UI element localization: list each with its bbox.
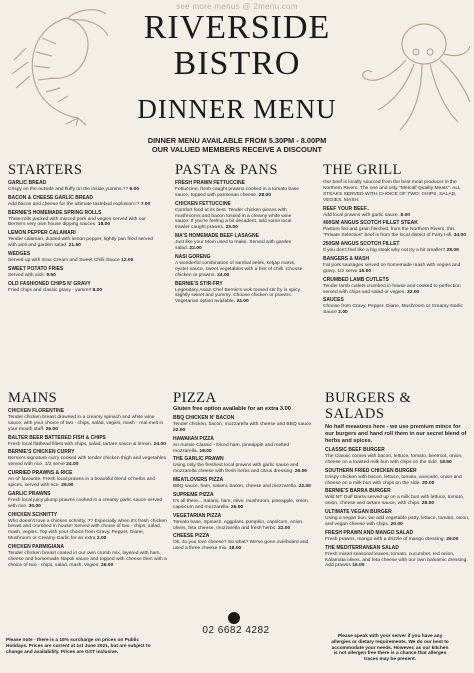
item-description: Crispy chicken with bacon, lettuce, tomato, avocado, onion and cheese on a milk bun with chips on the side.: [325, 474, 462, 486]
item-name: WEDGES: [8, 251, 31, 258]
menu-item: [173, 493, 313, 511]
item-price: 26.00: [294, 469, 308, 475]
item-description: Using only the freshest local prawns with garlic sauce and mozzarella cheese with fresh herbs and citrus dressing.: [173, 463, 299, 475]
menu-item: [173, 478, 313, 490]
item-description: Tender chicken breast drowned in a creamy spinach and white wine sauce, with your choice of two - chips, salad, vegies, mash - real melt in your mouth stuff.: [8, 414, 164, 432]
item-description: Tender calamari, dusted with lemon pepper, lightly pan fried served with aioli and garden salad.: [8, 237, 153, 249]
item-name: BERNIE'S STIR-FRY: [175, 280, 223, 287]
burgers-list: [325, 448, 470, 569]
menu-item: [8, 196, 153, 208]
menu-item: [325, 546, 470, 570]
menu-item: [325, 510, 470, 528]
item-description: Add bacon and cheese for the ultimate tastebud explosion.!?: [8, 201, 140, 207]
item-description: Served with aioli.: [8, 272, 45, 278]
item-description: Crispy on the outside and fluffy on the inside,yumms.??: [8, 186, 129, 192]
item-price: 23.00: [225, 225, 238, 231]
menu-item: [8, 231, 153, 249]
item-description: Fresh mixed seasonal leaves, tomato, cucumber, red onion, Kalamata olives, and feta cheese with our own balsamic dressing. Add prawns: [325, 551, 468, 569]
item-name: CURRIED PRAWNS & RICE: [8, 470, 73, 477]
menu-item: [8, 252, 153, 264]
item-name: CHICKEN FETTUCCINE: [175, 200, 231, 207]
menu-item: [8, 181, 153, 193]
menu-item: [173, 534, 313, 552]
item-price: 26.00: [45, 426, 58, 432]
item-name: CHEESE PIZZA: [173, 533, 210, 540]
item-description: Bernie's signature curry cooked with tender chicken thigh and vegetables served with rice. 1/2 serve: [8, 456, 167, 468]
item-description: Just like your Mom used to make. Served with garden salad.: [175, 240, 292, 252]
menu-item: [173, 514, 313, 532]
item-price: 26.00: [100, 562, 114, 568]
item-name: CHICKEN PARMIGIANA: [8, 544, 65, 551]
item-description: Fresh local juicy plump prawns cooked in a creamy garlic sauce served with rice.: [8, 497, 163, 509]
menu-item: [173, 457, 313, 475]
availability-line2: OUR VALUED MEMBERS RECEIVE A DISCOUNT: [151, 145, 323, 154]
item-price: 22.00: [173, 427, 186, 433]
item-description: Fresh prawns, mango with a drizzle of mango dressing.: [325, 536, 445, 542]
item-name: CHICKEN FLORENTINE: [8, 408, 65, 414]
item-price: 26.00: [446, 536, 459, 542]
menu-item: [173, 437, 313, 455]
menu-item: [8, 471, 168, 489]
item-name: FRESH PRAWN AND MANGO SALAD: [325, 529, 414, 536]
mains-title: MAINS: [8, 390, 58, 406]
item-name: FRESH PRAWN FETTUCCINE: [175, 180, 245, 186]
mains-section: [8, 390, 168, 569]
menu-item: [173, 416, 313, 434]
menu-item: [175, 202, 305, 232]
item-price: 7.00: [140, 201, 151, 207]
menu-item: [175, 282, 305, 306]
item-description: Who doesn't love a chicken schnitty..?? Especially when it's fresh chicken breast and crumbed in house! Served with choice of two - chips, salad, mash, vegies. Top with your choice from Gravy, Pepper, Diane, Mushroom or Creamy Garlic for an extra: [8, 518, 167, 542]
item-price: 24.00: [153, 441, 166, 447]
phone-number: 02 6682 4282: [202, 625, 270, 636]
item-price: 28.00: [421, 501, 435, 507]
item-description: Comfort food at its best. Tender chicken pieces with mushrooms and bacon tossed in a creamy white wine sauce. If you're feeling a bit decadent, add some local trawler caught prawns.: [175, 207, 292, 231]
item-description: Fettuccine, fresh caught prawns cooked in a tomato base sauce, topped with parmesan cheese.: [175, 186, 299, 198]
allergy-note: Please speak with your server if you have any allergies or dietary requirements. We do our best to accommodate your needs. However, as our kitchen is not allergen free there is a chance that allergen traces may be present.: [331, 634, 449, 663]
item-description: Fresh local flathead fillets with chips, salad, tartare sauce & lemon.: [8, 441, 153, 447]
pizza-list: [173, 416, 313, 552]
menu-item: [325, 469, 470, 487]
item-description: BBQ sauce, ham, salami, bacon, cheese and mozzarella.: [173, 484, 298, 490]
menu-item: [8, 545, 168, 569]
menu-item: [323, 242, 468, 254]
item-price: 28.00: [446, 248, 459, 254]
menu-item: [8, 267, 153, 279]
grill-list: [323, 207, 468, 317]
menu-title: DINNER MENU: [137, 94, 337, 124]
restaurant-name-line2: BISTRO: [173, 45, 301, 82]
item-name: CRUMBED LAMB CUTLETS: [323, 276, 389, 283]
restaurant-name-line1: RIVERSIDE: [143, 9, 331, 46]
item-name: NASI GORENG: [175, 253, 211, 260]
burgers-intro: No half measures here - we use premium mince for our burgers and hand roll them in our secret blend of herbs and spices.: [325, 424, 467, 444]
pasta-section: [175, 162, 305, 305]
item-name: VEGETARIAN PIZZA: [173, 512, 222, 519]
menu-item: [323, 221, 468, 239]
item-price: 30.00: [28, 503, 41, 509]
item-description: Tomato base, Spinach, eggplant, pumpkin, capsicum, onion, olives, feta cheese, mozzarella and fresh herbs.: [173, 519, 304, 531]
item-price: 8.00: [92, 287, 103, 293]
item-price: 6.00: [129, 186, 139, 192]
item-price: 15.00: [358, 268, 372, 274]
item-description: If you don't feel like a big steak why not try a bit smaller?: [323, 248, 446, 254]
item-price: 9.50: [46, 272, 56, 278]
pizza-subtitle: Gluten free option available for an extra 3.00: [173, 406, 291, 412]
item-name: 250GM ANGUS SCOTCH FILLET: [323, 241, 400, 248]
item-price: 24.00: [236, 299, 249, 305]
burgers-title: BURGERS & SALADS: [325, 390, 412, 422]
menu-item: [8, 409, 168, 433]
item-price: 21.50: [68, 243, 81, 249]
item-price: 12.00: [121, 257, 134, 263]
item-price: 29.00: [61, 482, 74, 488]
item-price: 24.00: [217, 272, 230, 278]
item-name: MEATLOVERS PIZZA: [173, 477, 224, 484]
item-name: MA'S HOMEMADE BEEF LASAGNE: [175, 233, 259, 240]
item-name: 400GM ANGUS SCOTCH FILLET STEAK: [323, 220, 418, 227]
item-price: 24.00: [66, 462, 79, 468]
menu-item: [325, 531, 470, 543]
watermark: see more menus @ 2menu.com: [176, 2, 298, 11]
item-description: An Aussie Classic - Diced ham, pineapple and melted mozzarella.: [173, 442, 290, 454]
item-description: A wonderful combination of sambal oelek, ketjap manis, oyster sauce, sweet vegetables with a hint of chilli. Choose chicken or prawns.: [175, 260, 303, 278]
item-name: THE MEDITERRANEAN SALAD: [325, 544, 399, 551]
item-name: BANGERS & MASH: [323, 255, 370, 262]
item-price: 2.00: [96, 536, 107, 542]
item-name: GARLIC PRAWNS: [8, 490, 51, 497]
item-name: OLD FASHIONED CHIPS N' GRAVY: [8, 280, 91, 287]
burgers-section: [325, 390, 470, 569]
item-description: Legendary Asian Chef Bernie's wok tossed stir fry is spicy, slightly sweet and yummy. Choose chicken or prawns. Vegetarian option available.: [175, 287, 301, 305]
item-description: Served up with Sour Cream and Sweet Chilli Sauce: [8, 257, 120, 263]
menu-item: [8, 282, 153, 294]
item-name: SWEET POTATO FRIES: [8, 265, 64, 272]
item-description: Fat pork sausages served on homemade mash with vegies and gravy. 1/2 serve: [323, 262, 461, 274]
item-name: BACON & CHEESE GARLIC BREAD: [8, 194, 94, 201]
menu-item: [8, 492, 168, 510]
item-price: 18.50: [439, 459, 452, 465]
menu-item: [8, 211, 153, 229]
menu-item: [175, 255, 305, 279]
item-description: Tender chicken, bacon, mozzarella with cheese and BBQ sauce.: [173, 421, 313, 427]
availability-line1: DINNER MENU AVAILABLE FROM 5.30PM - 8.00PM: [147, 136, 327, 145]
menu-item: [175, 181, 305, 199]
item-name: BALTER BEER BATTERED FISH & CHIPS: [8, 434, 106, 441]
grill-intro: Our beef is locally sourced from the best meat producer in the Northern Rivers..The one and only "Metcalf Quality Meats". ALL STEAKS SERVED WITH CHOICE OF TWO: CHIPS, SALAD, VEGIES, MASH.: [323, 180, 461, 203]
item-price: 18.00: [229, 546, 242, 552]
item-price: 22.00: [277, 525, 291, 531]
item-description: Using a vegan bun, we add vegetable patty, lettuce, tomato, onion, and vegan cheese with chips.: [325, 516, 470, 527]
item-description: Three rolls packed with minced pork and vegies served with our Bernie's very own house dipping sauces.: [8, 216, 146, 228]
item-price: 18.00: [199, 448, 212, 454]
item-price: 2.00: [338, 310, 348, 316]
menu-item: [325, 489, 470, 507]
pasta-title: PASTA & PANS: [175, 162, 278, 178]
phone-icon: [228, 612, 240, 624]
item-name: BBQ CHICKEN N' BACON: [173, 415, 235, 421]
pizza-section: [173, 390, 313, 552]
menu-item: [323, 278, 468, 296]
item-description: Pasture fed and grain finished, from the Northern Rivers, this "Private Selection" beef is from the local district of Fairy Hill.: [323, 227, 455, 239]
item-name: LEMON PEPPER CALAMARI: [8, 230, 76, 237]
availability-info: [0, 136, 474, 154]
item-price: 16.00: [352, 563, 365, 569]
item-price: 26.00: [230, 504, 244, 510]
item-description: Fried chips and classic gravy - yumm!!: [8, 287, 92, 293]
item-description: It's all there... Salami, ham, olive, mushroom, pineapple, onion, capsicum and mozzarella.: [173, 498, 310, 510]
item-description: The Classic comes with bacon, lettuce, tomato, beetroot, onion, cheese on a toasted milk bun with chips on the side.: [325, 453, 463, 465]
mains-list: [8, 409, 168, 569]
item-description: Tender lamb cutlets crumbed in house and cooked to perfection served with chips and salad or vegies.: [323, 283, 461, 295]
menu-item: [323, 298, 468, 316]
item-name: ULTIMATE VEGAN BURGER: [325, 509, 392, 516]
item-name: HAWAIIAN PIZZA: [173, 435, 214, 442]
item-name: SUPREME PIZZA: [173, 491, 214, 498]
item-name: CHICKEN SCHNITTY: [8, 511, 58, 518]
menu-item: [323, 257, 468, 275]
item-price: 28.00: [258, 192, 271, 198]
grill-section: [323, 162, 468, 316]
item-name: REEF YOUR BEEF..: [323, 205, 370, 212]
menu-item: [325, 448, 470, 466]
starters-title: STARTERS: [8, 162, 83, 178]
item-price: 20.00: [422, 480, 435, 486]
item-price: 18.00: [97, 222, 111, 228]
starters-section: [8, 162, 153, 294]
menu-item: [8, 436, 168, 448]
item-name: SAUCES: [323, 297, 344, 304]
item-name: BERNIE'S CHICKEN CURRY: [8, 449, 75, 456]
menu-item: [8, 450, 168, 468]
item-description: Tender chicken breast coated in our own crumb mix, layered with ham, cheese and homemade Napoli sauce and topped with cheese then with a choice of two - chips, salad, mash, vegies.: [8, 551, 167, 568]
surcharge-note: Please note - there is a 15% surcharge on prices on Public Holidays. Prices are current at 1st June 2021, but are subject to change and availability. Prices are GST inclusive.: [6, 638, 151, 655]
item-price: 34.00: [453, 233, 466, 239]
pasta-list: [175, 181, 305, 305]
grill-title: THE GRILL: [323, 162, 402, 178]
item-name: GARLIC BREAD: [8, 180, 47, 186]
item-price: 8.00: [400, 212, 411, 218]
item-name: THE GARLIC PRAWN: [173, 456, 224, 463]
menu-item: [323, 207, 468, 219]
item-name: BERNIE'S HOMEMADE SPRING ROLLS: [8, 209, 102, 216]
item-description: Add local prawns with garlic sauce.: [323, 212, 400, 218]
pizza-title: PIZZA: [173, 390, 217, 406]
item-name: BERNIE'S BARRA BURGER: [325, 488, 391, 495]
item-name: SOUTHERN FRIED CHICKEN BURGER: [325, 467, 417, 474]
item-description: An ol' favourite. Fresh local prawns in a beautiful blend of herbs and spices, served with rice.: [8, 477, 155, 488]
item-price: 22.00: [298, 484, 311, 490]
item-price: 22.00: [189, 246, 202, 252]
item-price: 20.00: [390, 521, 403, 527]
menu-item: [8, 513, 168, 543]
item-description: Choose from Gravy, Pepper, Diane, Mushroom or Creamy Garlic Sauce: [323, 304, 463, 316]
item-description: Ok, so you love cheese? So what? We've gone overboard and used a three cheese mix.: [173, 540, 309, 552]
starters-list: [8, 181, 153, 294]
menu-item: [175, 234, 305, 252]
item-name: CLASSIC BEEF BURGER: [325, 447, 385, 453]
item-description: Wild NT Gulf Barra served up on a milk bun with lettuce, tomato, onion, cheese and tartare sauce, with chips.: [325, 495, 465, 507]
item-price: 32.00: [407, 289, 420, 295]
